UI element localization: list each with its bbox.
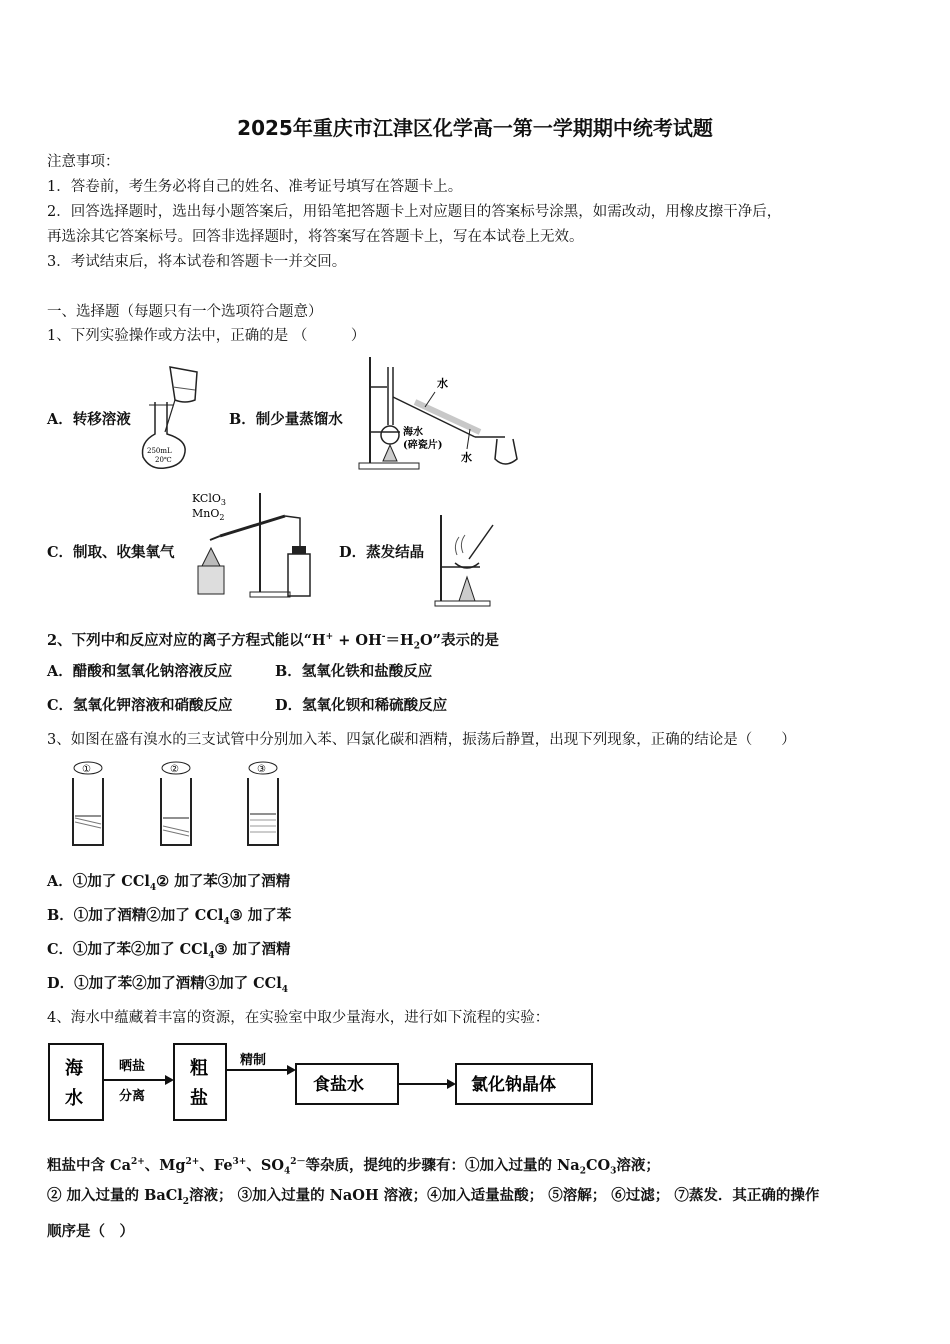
q3-stem: 3、如图在盛有溴水的三支试管中分别加入苯、四氯化碳和酒精，振荡后静置，出现下列现象，正确的结论是（ ） <box>47 732 796 748</box>
q3-option-c: C．①加了苯②加了 CCl$_4$③ 加了酒精 <box>47 941 291 961</box>
q3-option-b: B．①加了酒精②加了 CCl$_4$③ 加了苯 <box>47 907 292 927</box>
test-tube-2 <box>161 762 191 845</box>
q1-option-c: C．制取、收集氧气 <box>47 544 175 561</box>
test-tube-2-label: ② <box>170 764 179 775</box>
q3-test-tubes <box>68 760 308 855</box>
q2-option-d: D．氢氧化钡和稀硫酸反应 <box>275 697 448 714</box>
q4-text-line-1: 粗盐中含 $Ca^{2+}$、$Mg^{2+}$、$Fe^{3+}$、$SO_4^{2-}$等杂质，提纯的步骤有：①加入过量的 $Na_2CO_3$溶液； <box>47 1156 660 1177</box>
test-tube-3 <box>248 762 278 845</box>
q3-option-a: A．①加了 CCl$_4$② 加了苯③加了酒精 <box>47 873 291 893</box>
test-tube-3-label: ③ <box>257 764 266 775</box>
flow-box-seawater-text-1: 海 <box>65 1058 83 1079</box>
q4-flow-diagram <box>47 1040 597 1125</box>
test-tube-1-label: ① <box>82 764 91 775</box>
q4-text-line-2: ② 加入过量的 BaCl$_2$溶液； ③加入过量的 NaOH 溶液；④加入适量盐酸； ⑤溶解； ⑥过滤； ⑦蒸发．其正确的操作 <box>47 1187 820 1207</box>
page-title: 2025年重庆市江津区化学高一第一学期期中统考试题 <box>237 116 713 140</box>
q1-stem: 1、下列实验操作或方法中，正确的是 （ ） <box>47 328 366 344</box>
q2-stem: 2、下列中和反应对应的离子方程式能以“$H^+ + OH^-=H_2O$”表示的是 <box>47 631 499 652</box>
notice-item-2b: 再选涂其它答案标号。回答非选择题时，将答案写在答题卡上，写在本试卷上无效。 <box>47 229 584 245</box>
flow-box-crude-salt-text-1: 粗 <box>190 1058 208 1079</box>
notice-item-2a: 2．回答选择题时，选出每小题答案后，用铅笔把答题卡上对应题目的答案标号涂黑，如需改动，用橡皮擦干净后， <box>47 204 782 220</box>
flow-arrow-1-top-label: 晒盐 <box>119 1059 146 1074</box>
flow-arrow-1-bottom-label: 分离 <box>119 1089 146 1104</box>
q1-option-b: B．制少量蒸馏水 <box>229 411 343 428</box>
q1-option-d: D．蒸发结晶 <box>339 544 425 561</box>
q1-fig-a-temp: 20℃ <box>155 456 172 464</box>
test-tube-1 <box>73 762 103 845</box>
q1-fig-b-seawater: 海水 <box>403 427 423 438</box>
notice-heading: 注意事项： <box>47 154 120 170</box>
section-heading: 一、选择题（每题只有一个选项符合题意） <box>47 304 323 320</box>
flow-box-crude-salt-text-2: 盐 <box>190 1088 208 1109</box>
q1-fig-a-flask <box>135 362 210 472</box>
q1-fig-c-reagent-2: MnO$_2$ <box>192 507 225 522</box>
q1-fig-d-evaporation <box>435 515 500 607</box>
q1-fig-b-distillation <box>355 357 525 472</box>
flow-box-brine-text: 食盐水 <box>313 1075 364 1095</box>
notice-item-3: 3．考试结束后，将本试卷和答题卡一并交回。 <box>47 254 347 270</box>
q1-fig-b-chips: (碎瓷片) <box>403 440 443 451</box>
q1-fig-c-reagent-1: KClO$_3$ <box>192 492 226 507</box>
q1-fig-b-water-out: 水 <box>461 451 472 464</box>
q4-stem: 4、海水中蕴藏着丰富的资源，在实验室中取少量海水，进行如下流程的实验： <box>47 1010 550 1026</box>
notice-item-1: 1．答卷前，考生务必将自己的姓名、准考证号填写在答题卡上。 <box>47 179 463 195</box>
q1-fig-b-water-in: 水 <box>437 377 448 390</box>
flow-box-seawater-text-2: 水 <box>65 1088 83 1109</box>
flow-arrow-2-label: 精制 <box>240 1053 267 1068</box>
flow-box-nacl-crystal-text: 氯化钠晶体 <box>471 1075 556 1095</box>
q1-fig-a-volume: 250mL <box>147 447 172 455</box>
q2-option-a: A．醋酸和氢氧化钠溶液反应 <box>47 663 233 680</box>
q1-fig-c-oxygen <box>190 488 325 603</box>
q4-text-line-3: 顺序是（ ） <box>47 1223 134 1240</box>
q1-option-a: A．转移溶液 <box>47 411 131 428</box>
q2-option-c: C．氢氧化钾溶液和硝酸反应 <box>47 697 233 714</box>
q2-option-b: B．氢氧化铁和盐酸反应 <box>275 663 433 680</box>
q3-option-d: D．①加了苯②加了酒精③加了 CCl$_4$ <box>47 975 288 995</box>
